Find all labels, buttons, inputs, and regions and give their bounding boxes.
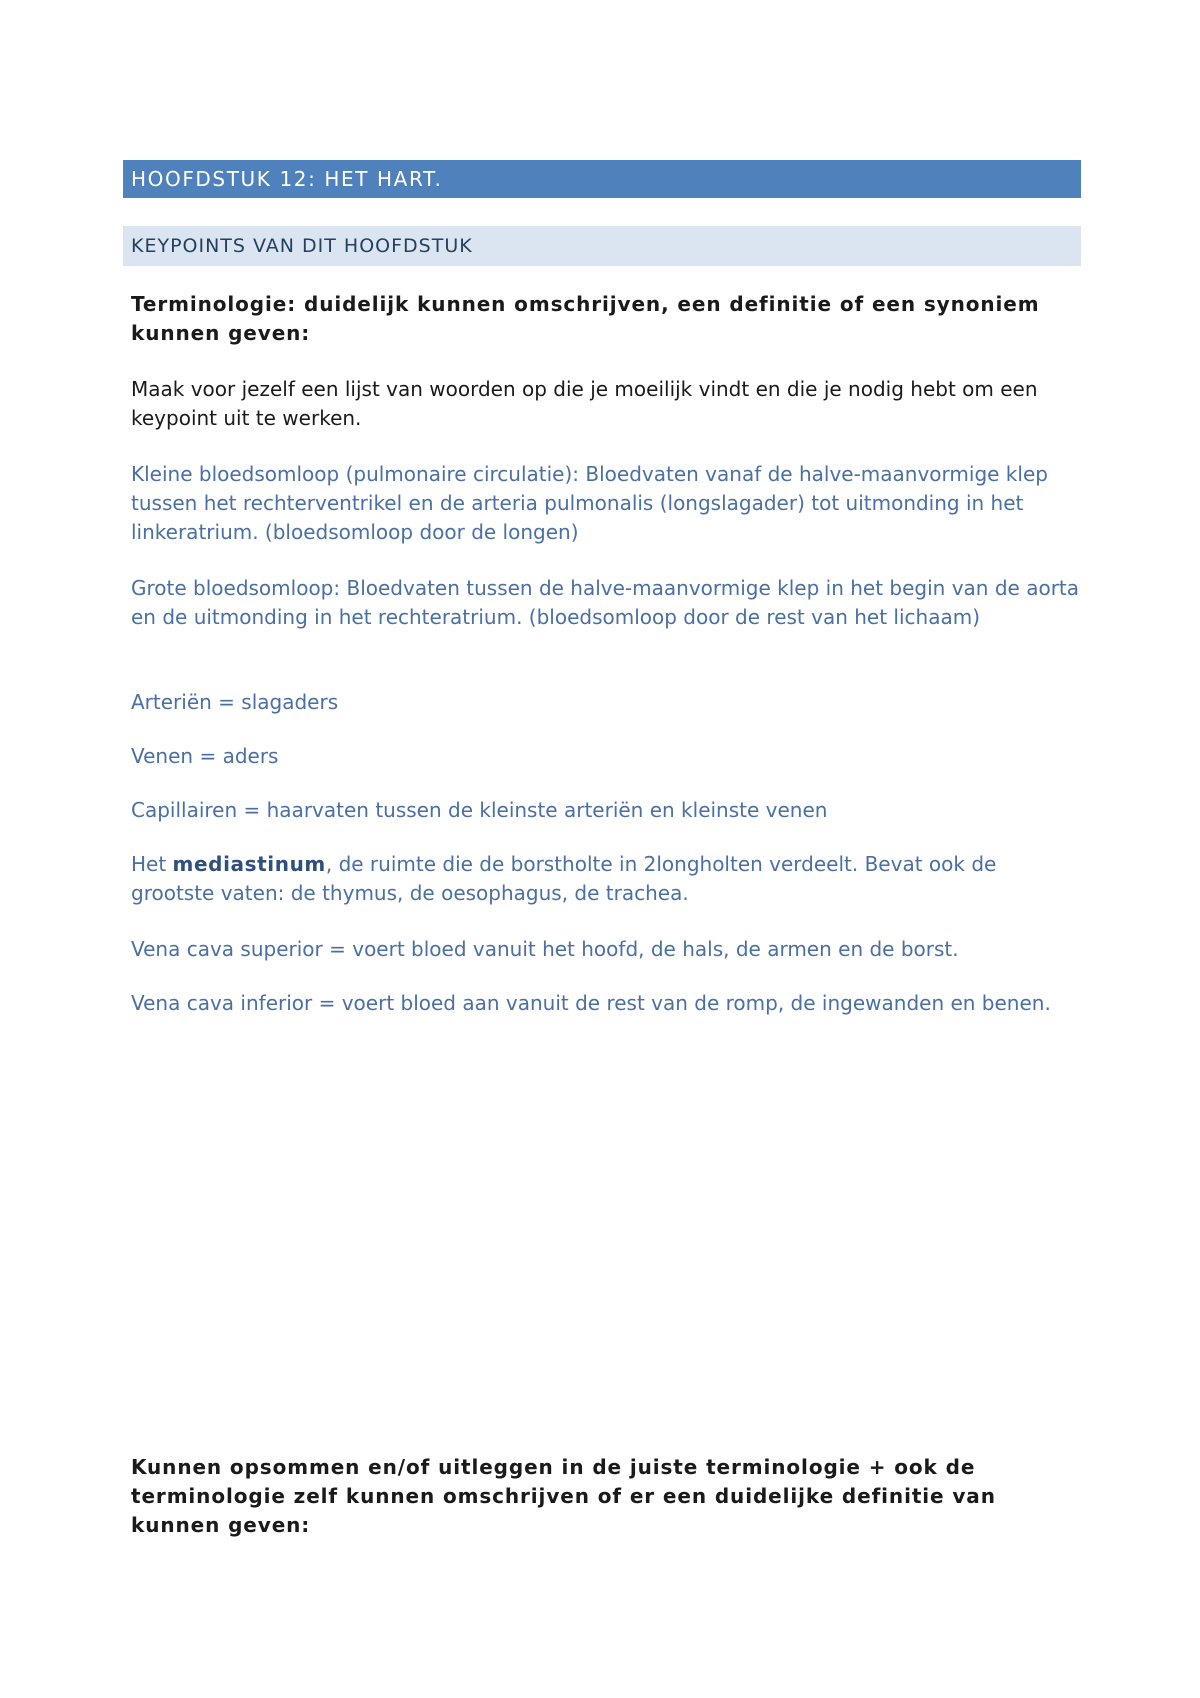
term-mediastinum (131, 850, 1081, 908)
mediastinum-rest: , de ruimte die de borstholte in 2longholten verdeelt. Bevat ook de grootste vaten: de thymus, de oesophagus, de trachea. (131, 852, 997, 905)
term-kleine-bloedsomloop: Kleine bloedsomloop (pulmonaire circulatie): Bloedvaten vanaf de halve-maanvormige klep tussen het rechterventrikel en de arteria pulmonalis (longslagader) tot uitmonding in het linkeratrium. (bloedsomloop door de longen) (131, 462, 1048, 544)
mediastinum-prefix: Het (131, 852, 173, 876)
instruction-paragraph: Maak voor jezelf een lijst van woorden op die je moeilijk vindt en die je nodig hebt om een keypoint uit te werken. (131, 377, 1038, 430)
term-arterien: Arteriën = slagaders (131, 690, 339, 714)
term-grote-bloedsomloop: Grote bloedsomloop: Bloedvaten tussen de halve-maanvormige klep in het begin van de aorta en de uitmonding in het rechteratrium. (bloedsomloop door de rest van het lichaam) (131, 576, 1080, 629)
chapter-heading: HOOFDSTUK 12: HET HART. (123, 160, 1081, 198)
term-capillairen: Capillairen = haarvaten tussen de kleinste arteriën en kleinste venen (131, 798, 828, 822)
term-venen: Venen = aders (131, 744, 279, 768)
mediastinum-term: mediastinum (172, 852, 326, 876)
keypoints-heading: KEYPOINTS VAN DIT HOOFDSTUK (123, 226, 1081, 266)
term-vena-cava-superior: Vena cava superior = voert bloed vanuit het hoofd, de hals, de armen en de borst. (131, 937, 959, 961)
terminology-title: Terminologie: duidelijk kunnen omschrijven, een definitie of een synoniem kunnen geven: (131, 292, 1040, 345)
term-vena-cava-inferior: Vena cava inferior = voert bloed aan vanuit de rest van de romp, de ingewanden en benen. (131, 991, 1051, 1015)
section2-title: Kunnen opsommen en/of uitleggen in de juiste terminologie + ook de terminologie zelf kunnen omschrijven of er een duidelijke definitie van kunnen geven: (131, 1455, 996, 1537)
